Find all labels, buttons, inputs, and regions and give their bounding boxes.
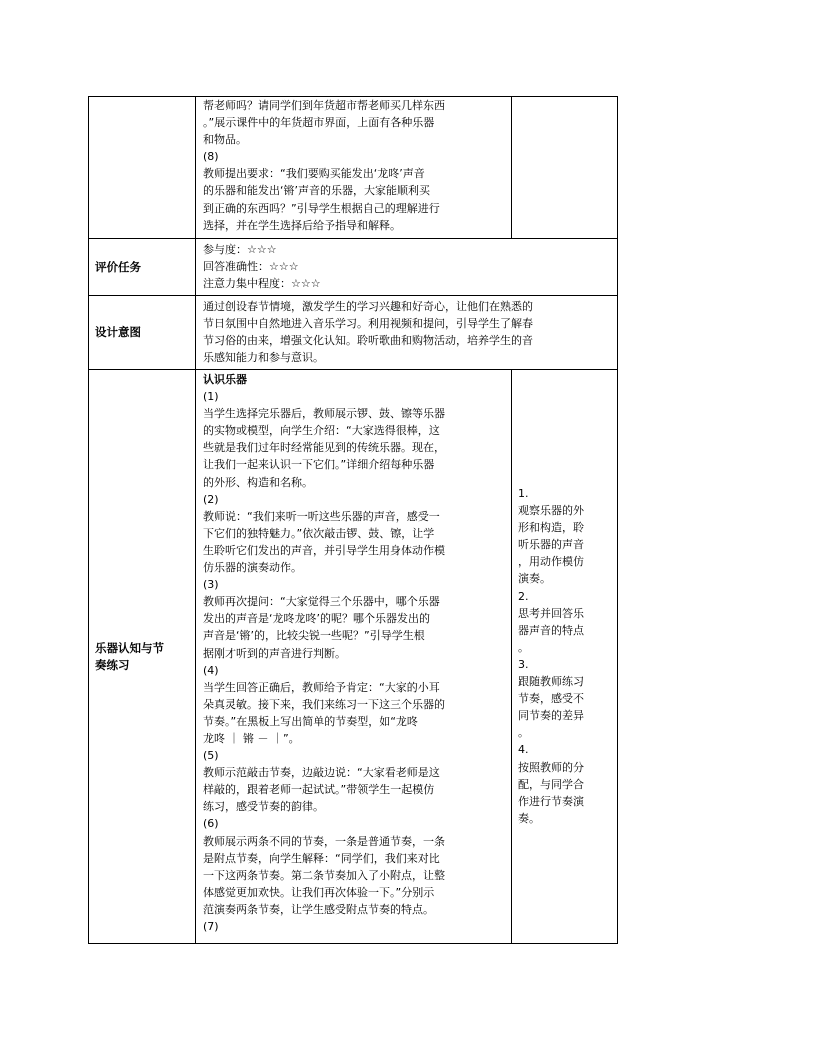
step-number: (6) <box>203 817 219 831</box>
content-line: 些就是我们过年时经常能见到的传统乐器。现在， <box>203 441 445 455</box>
content-line: 和物品。 <box>203 133 247 147</box>
content-line: 是附点节奏，向学生解释：“同学们，我们来对比 <box>203 851 440 865</box>
note-line: 作进行节奏演 <box>518 794 584 808</box>
note-line: 配，与同学合 <box>518 777 584 791</box>
content-line: 节奏。”在黑板上写出简单的节奏型，如“龙咚 <box>203 714 418 728</box>
evaluation-item-label: 参与度： <box>203 243 247 256</box>
note-line: 。 <box>518 640 529 654</box>
note-line: 跟随教师练习 <box>518 675 584 689</box>
note-line: 2. <box>518 589 529 603</box>
content-line: 教师提出要求：“我们要购买能发出‘龙咚’声音 <box>203 167 425 181</box>
step-number: (8) <box>203 150 219 164</box>
content-line: 的外形、构造和名称。 <box>203 475 313 489</box>
design-intent-content <box>196 296 618 370</box>
design-intent-row <box>89 296 618 370</box>
note-line: 。 <box>518 726 529 740</box>
note-line: 形和构造，聆 <box>518 521 584 535</box>
content-line: 据刚才听到的声音进行判断。 <box>203 646 346 660</box>
content-line: 龙咚 ｜ 锵 － ｜”。 <box>203 731 300 745</box>
step-number: (3) <box>203 578 219 592</box>
note-line: 演奏。 <box>518 572 551 586</box>
lesson-plan-table <box>88 96 618 944</box>
note-line: 节奏，感受不 <box>518 692 584 706</box>
evaluation-item <box>203 241 611 258</box>
continued-activity-content <box>196 97 512 239</box>
content-line: 。”展示课件中的年货超市界面，上面有各种乐器 <box>203 116 435 130</box>
note-line: 按照教师的分 <box>518 760 584 774</box>
step-number: (1) <box>203 390 219 404</box>
evaluation-item <box>203 258 611 275</box>
content-line: 样敲的，跟着老师一起试试。”带领学生一起模仿 <box>203 783 435 797</box>
note-line: 听乐器的声音 <box>518 538 584 552</box>
continued-activity-notes <box>512 97 618 239</box>
note-line: 器声音的特点 <box>518 623 584 637</box>
content-line: 发出的声音是‘龙咚龙咚’的呢？哪个乐器发出的 <box>203 612 430 626</box>
evaluation-item-label: 回答准确性： <box>203 260 269 274</box>
note-line: 4. <box>518 743 529 757</box>
content-line: 的乐器和能发出‘锵’声音的乐器，大家能顺利买 <box>203 184 430 198</box>
star-rating: ☆☆☆ <box>269 260 299 274</box>
content-line: 帮老师吗？请同学们到年货超市帮老师买几样东西 <box>203 99 445 112</box>
step-number: (2) <box>203 492 219 506</box>
content-line: 教师展示两条不同的节奏，一条是普通节奏，一条 <box>203 834 445 848</box>
content-line: 节习俗的由来，增强文化认知。聆听歌曲和购物活动，培养学生的音 <box>203 334 533 348</box>
star-rating: ☆☆☆ <box>247 243 277 256</box>
evaluation-item-label: 注意力集中程度： <box>203 277 291 291</box>
content-line: 的实物或模型，向学生介绍：“大家选得很棒，这 <box>203 424 440 438</box>
content-line: 到正确的东西吗？”引导学生根据自己的理解进行 <box>203 201 440 215</box>
instrument-section-notes <box>512 370 618 944</box>
content-line: 仿乐器的演奏动作。 <box>203 561 302 575</box>
continued-activity-label-cell <box>89 97 196 239</box>
content-line: 练习，感受节奏的韵律。 <box>203 800 324 814</box>
note-line: 观察乐器的外 <box>518 504 584 518</box>
step-number: (5) <box>203 749 219 763</box>
step-number: (7) <box>203 920 219 933</box>
content-line: 通过创设春节情境，激发学生的学习兴趣和好奇心，让他们在熟悉的 <box>203 300 533 313</box>
instrument-section-row <box>89 370 618 944</box>
note-line: 思考并回答乐 <box>518 606 584 620</box>
content-line: 教师再次提问：“大家觉得三个乐器中，哪个乐器 <box>203 595 440 609</box>
content-line: 生聆听它们发出的声音，并引导学生用身体动作模 <box>203 543 445 557</box>
instrument-section-content <box>196 370 512 944</box>
note-line: 1. <box>518 487 529 500</box>
content-line: 节日氛围中自然地进入音乐学习。利用视频和提问，引导学生了解春 <box>203 317 533 331</box>
note-line: 3. <box>518 657 529 671</box>
content-line: 乐感知能力和参与意识。 <box>203 351 324 365</box>
content-line: 选择，并在学生选择后给予指导和解释。 <box>203 218 401 232</box>
evaluation-label: 评价任务 <box>89 239 196 296</box>
note-line: 同节奏的差异 <box>518 709 584 723</box>
step-number: (4) <box>203 663 219 677</box>
content-line: 让我们一起来认识一下它们。”详细介绍每种乐器 <box>203 458 435 472</box>
content-line: 下它们的独特魅力。”依次敲击锣、鼓、镲，让学 <box>203 526 435 540</box>
content-line: 体感觉更加欢快。让我们再次体验一下。”分别示 <box>203 885 435 899</box>
evaluation-item <box>203 275 611 292</box>
content-line: 教师示范敲击节奏，边敲边说：“大家看老师是这 <box>203 766 440 780</box>
label-line: 奏练习 <box>95 657 130 672</box>
content-line: 声音是‘锵’的，比较尖锐一些呢？”引导学生根 <box>203 629 425 643</box>
content-line: 教师说：“我们来听一听这些乐器的声音，感受一 <box>203 509 440 523</box>
content-line: 范演奏两条节奏，让学生感受附点节奏的特点。 <box>203 902 434 916</box>
note-line: 奏。 <box>518 811 540 825</box>
content-line: 当学生回答正确后，教师给予肯定：“大家的小耳 <box>203 680 440 694</box>
student-activity-notes <box>518 370 612 827</box>
content-line: 当学生选择完乐器后，教师展示锣、鼓、镲等乐器 <box>203 407 445 421</box>
note-line: ，用动作模仿 <box>518 555 584 569</box>
section-content-lines <box>203 388 505 935</box>
label-line: 乐器认知与节 <box>95 640 164 655</box>
continued-activity-row <box>89 97 618 239</box>
evaluation-content <box>196 239 618 296</box>
content-line: 一下这两条节奏。第二条节奏加入了小附点，让整 <box>203 868 445 882</box>
section-heading: 认识乐器 <box>203 373 247 386</box>
evaluation-row <box>89 239 618 296</box>
instrument-section-label <box>89 370 196 944</box>
design-intent-label: 设计意图 <box>89 296 196 370</box>
star-rating: ☆☆☆ <box>291 277 321 291</box>
content-line: 朵真灵敏。接下来，我们来练习一下这三个乐器的 <box>203 697 445 711</box>
